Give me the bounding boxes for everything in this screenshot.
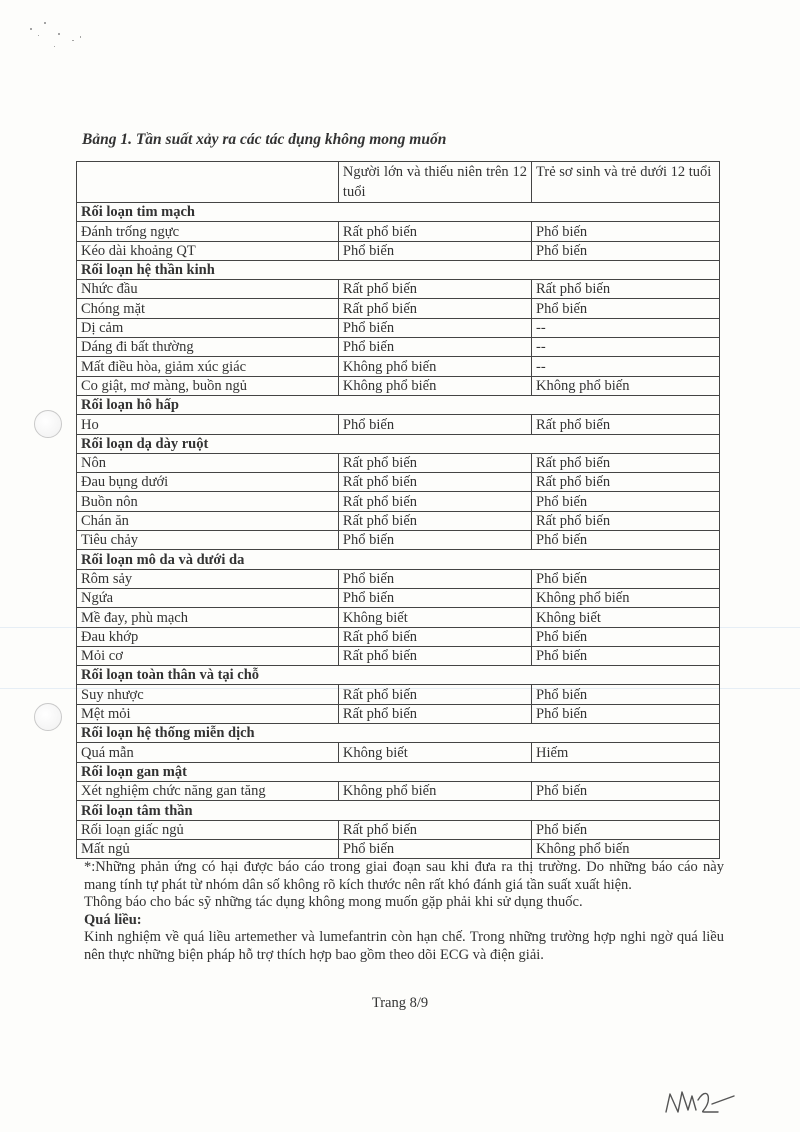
frequency-cell: Phổ biến	[532, 781, 720, 800]
frequency-cell: Phổ biến	[338, 569, 531, 588]
frequency-cell: Không phổ biến	[532, 376, 720, 395]
frequency-cell: Không phổ biến	[338, 357, 531, 376]
effect-name-cell: Buồn nôn	[77, 492, 339, 511]
body-text	[84, 859, 724, 965]
table-row	[77, 357, 720, 376]
effect-name-cell: Mệt mỏi	[77, 704, 339, 723]
frequency-cell: Rất phổ biến	[338, 299, 531, 318]
frequency-cell: Phổ biến	[338, 241, 531, 260]
table-row	[77, 453, 720, 472]
category-row	[77, 550, 720, 569]
table-row	[77, 318, 720, 337]
frequency-cell: Rất phổ biến	[532, 415, 720, 434]
table-row	[77, 781, 720, 800]
effect-name-cell: Đau bụng dưới	[77, 473, 339, 492]
frequency-cell: Không phổ biến	[338, 376, 531, 395]
table-row	[77, 338, 720, 357]
frequency-cell: Rất phổ biến	[338, 222, 531, 241]
table-header-cell	[77, 162, 339, 203]
category-row	[77, 203, 720, 222]
frequency-cell: Rất phổ biến	[532, 280, 720, 299]
frequency-cell: Không phổ biến	[338, 781, 531, 800]
frequency-cell: Phổ biến	[532, 627, 720, 646]
table-row	[77, 415, 720, 434]
frequency-cell: Phổ biến	[532, 704, 720, 723]
effect-name-cell: Rối loạn giấc ngủ	[77, 820, 339, 839]
frequency-cell: Phổ biến	[532, 299, 720, 318]
table-row	[77, 685, 720, 704]
frequency-cell: Rất phổ biến	[338, 820, 531, 839]
overdose-heading: Quá liều:	[84, 911, 142, 928]
effect-name-cell: Xét nghiệm chức năng gan tăng	[77, 781, 339, 800]
frequency-cell: --	[532, 318, 720, 337]
table-row	[77, 704, 720, 723]
effect-name-cell: Chán ăn	[77, 511, 339, 530]
effect-name-cell: Chóng mặt	[77, 299, 339, 318]
frequency-cell: Không phổ biến	[532, 588, 720, 607]
effect-name-cell: Nôn	[77, 453, 339, 472]
frequency-cell: Không biết	[338, 608, 531, 627]
table-header-row	[77, 162, 720, 203]
table-row	[77, 280, 720, 299]
table-header-cell: Trẻ sơ sinh và trẻ dưới 12 tuổi	[532, 162, 720, 203]
table-row	[77, 222, 720, 241]
frequency-cell: Phổ biến	[532, 241, 720, 260]
frequency-cell: Không biết	[532, 608, 720, 627]
category-label: Rối loạn gan mật	[77, 762, 720, 781]
handwritten-initials	[662, 1082, 742, 1122]
frequency-cell: --	[532, 338, 720, 357]
frequency-cell: Rất phổ biến	[338, 492, 531, 511]
category-label: Rối loạn toàn thân và tại chỗ	[77, 666, 720, 685]
table-row	[77, 588, 720, 607]
frequency-cell: Phổ biến	[338, 531, 531, 550]
category-row	[77, 801, 720, 820]
frequency-cell: Rất phổ biến	[532, 511, 720, 530]
notice-text: Thông báo cho bác sỹ những tác dụng không mong muốn gặp phải khi sử dụng thuốc.	[84, 894, 583, 911]
frequency-cell: Không phổ biến	[532, 839, 720, 858]
table-row	[77, 646, 720, 665]
frequency-cell: Rất phổ biến	[338, 511, 531, 530]
table-header-cell: Người lớn và thiếu niên trên 12 tuổi	[338, 162, 531, 203]
frequency-cell: Phổ biến	[532, 492, 720, 511]
effect-name-cell: Đánh trống ngực	[77, 222, 339, 241]
table-row	[77, 376, 720, 395]
effect-name-cell: Tiêu chảy	[77, 531, 339, 550]
table-row	[77, 241, 720, 260]
frequency-cell: --	[532, 357, 720, 376]
frequency-cell: Rất phổ biến	[338, 473, 531, 492]
frequency-cell: Phổ biến	[338, 318, 531, 337]
frequency-cell: Không biết	[338, 743, 531, 762]
category-row	[77, 724, 720, 743]
frequency-cell: Phổ biến	[532, 646, 720, 665]
table-row	[77, 608, 720, 627]
frequency-cell: Phổ biến	[532, 685, 720, 704]
frequency-cell: Phổ biến	[338, 415, 531, 434]
effect-name-cell: Mất ngủ	[77, 839, 339, 858]
frequency-cell: Hiếm	[532, 743, 720, 762]
frequency-cell: Rất phổ biến	[532, 473, 720, 492]
frequency-cell: Rất phổ biến	[338, 280, 531, 299]
effect-name-cell: Mất điều hòa, giảm xúc giác	[77, 357, 339, 376]
category-label: Rối loạn hệ thần kinh	[77, 260, 720, 279]
frequency-cell: Phổ biến	[532, 569, 720, 588]
frequency-cell: Phổ biến	[532, 222, 720, 241]
frequency-cell: Rất phổ biến	[338, 646, 531, 665]
frequency-cell: Rất phổ biến	[338, 453, 531, 472]
effect-name-cell: Mề đay, phù mạch	[77, 608, 339, 627]
effect-name-cell: Nhức đầu	[77, 280, 339, 299]
frequency-cell: Rất phổ biến	[338, 627, 531, 646]
effect-name-cell: Co giật, mơ màng, buồn ngủ	[77, 376, 339, 395]
frequency-cell: Phổ biến	[338, 588, 531, 607]
effect-name-cell: Đau khớp	[77, 627, 339, 646]
category-row	[77, 762, 720, 781]
overdose-text: Kinh nghiệm về quá liều artemether và lumefantrin còn hạn chế. Trong những trường hợp nghi ngờ quá liều nên thực những biện pháp hỗ trợ thích hợp bao gồm theo dõi ECG và điện giải.	[84, 929, 724, 963]
table-row	[77, 627, 720, 646]
category-label: Rối loạn dạ dày ruột	[77, 434, 720, 453]
category-label: Rối loạn tim mạch	[77, 203, 720, 222]
table-row	[77, 569, 720, 588]
table-row	[77, 820, 720, 839]
effect-name-cell: Ngứa	[77, 588, 339, 607]
effect-name-cell: Suy nhược	[77, 685, 339, 704]
table-row	[77, 492, 720, 511]
table-row	[77, 473, 720, 492]
effect-name-cell: Mỏi cơ	[77, 646, 339, 665]
frequency-cell: Phổ biến	[338, 338, 531, 357]
table-row	[77, 531, 720, 550]
category-label: Rối loạn hô hấp	[77, 395, 720, 414]
category-label: Rối loạn tâm thần	[77, 801, 720, 820]
punch-hole	[34, 703, 62, 731]
frequency-cell: Phổ biến	[532, 531, 720, 550]
frequency-cell: Phổ biến	[532, 820, 720, 839]
frequency-cell: Rất phổ biến	[532, 453, 720, 472]
effect-name-cell: Dáng đi bất thường	[77, 338, 339, 357]
effect-name-cell: Dị cảm	[77, 318, 339, 337]
effect-name-cell: Rôm sảy	[77, 569, 339, 588]
table-row	[77, 743, 720, 762]
category-row	[77, 434, 720, 453]
category-label: Rối loạn hệ thống miễn dịch	[77, 724, 720, 743]
effect-name-cell: Quá mẫn	[77, 743, 339, 762]
page-number: Trang 8/9	[371, 995, 429, 1011]
effect-name-cell: Ho	[77, 415, 339, 434]
table-row	[77, 839, 720, 858]
frequency-cell: Rất phổ biến	[338, 704, 531, 723]
effect-name-cell: Kéo dài khoảng QT	[77, 241, 339, 260]
table-row	[77, 299, 720, 318]
frequency-cell: Phổ biến	[338, 839, 531, 858]
category-label: Rối loạn mô da và dưới da	[77, 550, 720, 569]
category-row	[77, 395, 720, 414]
frequency-cell: Rất phổ biến	[338, 685, 531, 704]
punch-hole	[34, 410, 62, 438]
category-row	[77, 666, 720, 685]
category-row	[77, 260, 720, 279]
table-caption: Bảng 1. Tần suất xảy ra các tác dụng không mong muốn	[82, 131, 447, 148]
footnote: *:Những phản ứng có hại được báo cáo trong giai đoạn sau khi đưa ra thị trường. Do những báo cáo này mang tính tự phát từ nhóm dân số không rõ kích thước nên rất khó đánh giá tần suất xuất hiện.	[84, 859, 724, 893]
table-row	[77, 511, 720, 530]
adverse-effects-table	[76, 161, 720, 859]
